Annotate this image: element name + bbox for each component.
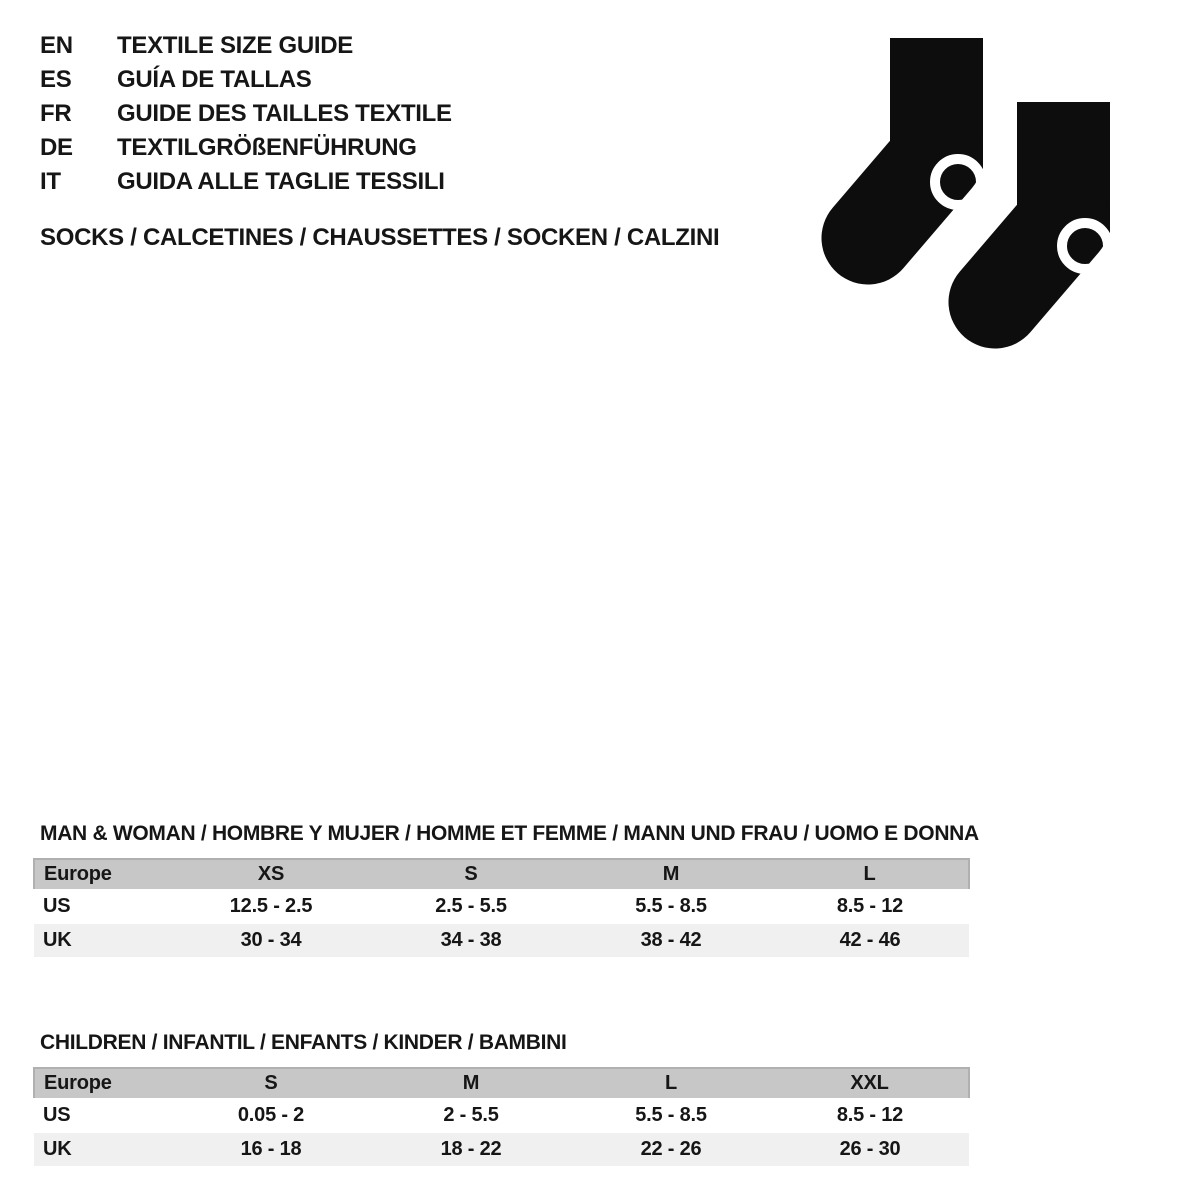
size-value-cell: 2 - 5.5 [371,1098,571,1133]
table-header-cell: L [771,859,969,889]
size-table-man-woman [33,858,970,957]
language-row [40,134,452,168]
size-value-cell: 26 - 30 [771,1133,969,1166]
language-row [40,66,452,100]
language-title: TEXTILGRÖßENFÜHRUNG [117,134,417,161]
socks-icon [812,20,1152,355]
size-value-cell: 8.5 - 12 [771,889,969,924]
language-row [40,32,452,66]
row-label-cell: US [34,889,171,924]
category-title: SOCKS / CALCETINES / CHAUSSETTES / SOCKEN / CALZINI [40,224,720,251]
table-header-cell: Europe [34,859,171,889]
table-header-row [34,1068,969,1098]
size-table-title: CHILDREN / INFANTIL / ENFANTS / KINDER / BAMBINI [40,1031,567,1054]
language-code: FR [40,100,72,127]
size-value-cell: 38 - 42 [571,924,771,957]
size-value-cell: 8.5 - 12 [771,1098,969,1133]
size-value-cell: 18 - 22 [371,1133,571,1166]
language-code: ES [40,66,72,93]
size-value-cell: 34 - 38 [371,924,571,957]
size-value-cell: 22 - 26 [571,1133,771,1166]
row-label-cell: UK [34,924,171,957]
size-value-cell: 5.5 - 8.5 [571,889,771,924]
table-header-cell: S [371,859,571,889]
language-title: TEXTILE SIZE GUIDE [117,32,353,59]
size-value-cell: 0.05 - 2 [171,1098,371,1133]
size-value-cell: 42 - 46 [771,924,969,957]
row-label-cell: US [34,1098,171,1133]
size-value-cell: 30 - 34 [171,924,371,957]
table-header-cell: M [571,859,771,889]
row-label-cell: UK [34,1133,171,1166]
size-value-cell: 2.5 - 5.5 [371,889,571,924]
language-title: GUIDA ALLE TAGLIE TESSILI [117,168,445,195]
table-header-row [34,859,969,889]
language-code: EN [40,32,73,59]
table-row [34,1098,969,1133]
table-header-cell: M [371,1068,571,1098]
language-row [40,100,452,134]
table-header-cell: L [571,1068,771,1098]
table-header-cell: S [171,1068,371,1098]
size-table-section-children [33,1031,968,1166]
table-row [34,889,969,924]
size-value-cell: 16 - 18 [171,1133,371,1166]
size-table-section-man-woman [33,822,979,957]
language-code: DE [40,134,73,161]
table-row [34,1133,969,1166]
table-header-cell: XXL [771,1068,969,1098]
table-row [34,924,969,957]
table-header-cell: XS [171,859,371,889]
size-value-cell: 12.5 - 2.5 [171,889,371,924]
size-table-title: MAN & WOMAN / HOMBRE Y MUJER / HOMME ET FEMME / MANN UND FRAU / UOMO E DONNA [40,822,979,845]
size-value-cell: 5.5 - 8.5 [571,1098,771,1133]
size-table-children [33,1067,970,1166]
language-title-list [40,32,452,202]
language-title: GUÍA DE TALLAS [117,66,312,93]
language-row [40,168,452,202]
language-title: GUIDE DES TAILLES TEXTILE [117,100,452,127]
language-code: IT [40,168,61,195]
table-header-cell: Europe [34,1068,171,1098]
